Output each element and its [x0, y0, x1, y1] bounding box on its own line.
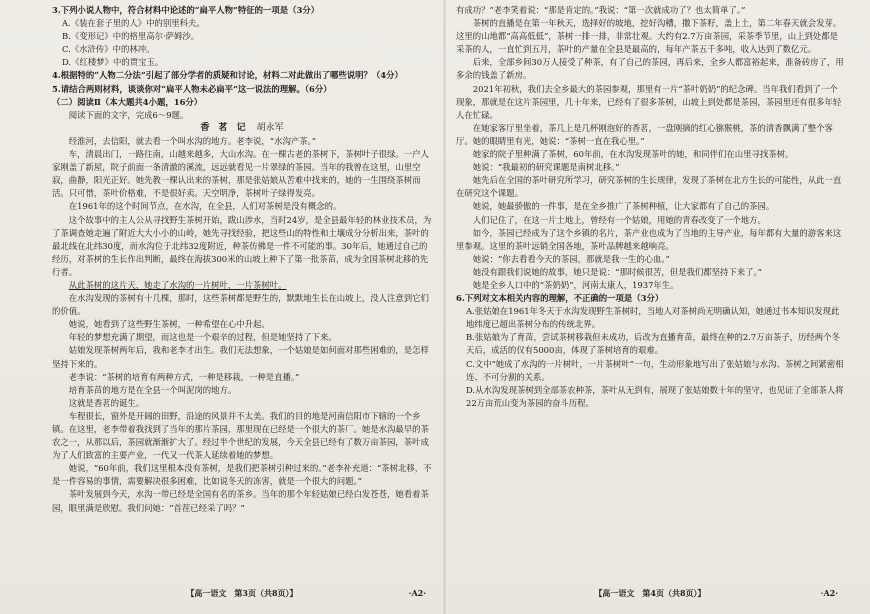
- article-paragraph: 培育茶苗的地方是在全县一个叫泥岗的地方。: [68, 384, 237, 395]
- page-4: [456, 4, 844, 600]
- article-paragraph: 在1961年的这个时间节点，在水沟，在全县，人们对茶树是没有概念的。: [68, 201, 342, 212]
- article-paragraph: 在水沟发现的茶树有十几棵，那时，这些茶树都是野生的，默默地生长在山坡上，没人注意到它们的价值。: [52, 293, 429, 317]
- page-4-paper-code: ·A2·: [820, 588, 838, 598]
- article-body-continued: [456, 4, 844, 292]
- question-6-option-c: C.文中“她成了水沟的一片树叶，一片茶树叶”一句，生动形象地写出了张姑娘与水沟、茶树之间紧密相连、不可分割的关系。: [466, 358, 844, 382]
- article-paragraph: 有成功？”老李笑着说：“那是肯定的。”我说：“第一次就成功了？也太简单了。”: [456, 5, 746, 15]
- article-author: 胡永军: [256, 122, 284, 133]
- article-paragraph: 人们记住了，在这一片土地上，曾经有一个姑娘，用她的青春改变了一个地方。: [472, 214, 766, 225]
- article-title: 香 茗 记: [200, 122, 249, 133]
- article-paragraph: 茶树的直播是在第一年秋天，选择好的坡地，挖好沟槽，撒下茶籽，盖上土，第二年春天就会发芽。这里的山地都“高高低低”，茶树一排一排，非常壮观。大约有2.7万亩茶园，采茶季节里，山上到处都是采茶的人，一直忙到五月，茶叶的产量在全县是最高的，每年产茶五千多吨，收入达到了数亿元。: [456, 18, 842, 55]
- page-3-footer-label: 【高一语文 第3页（共8页）】: [186, 588, 298, 598]
- article-paragraph: 在她家客厅里坐着，茶几上是几杯刚泡好的香茗，一盘刚摘的红心猕猴桃，茶的清香飘满了整个客厅。她的眼睛里有光，她说：“茶树一直在我心里。”: [456, 122, 833, 146]
- article-paragraph: 老李说：“茶树的培育有两种方式，一种是移栽，一种是直播。”: [68, 371, 300, 382]
- article-paragraph: 如今，茶园已经成为了这个乡镇的名片，茶产业也成为了当地的主导产业，每年都有大量的游客来这里参观。这里的茶叶远销全国各地，茶叶品牌越来越响亮。: [456, 227, 842, 251]
- question-3-stem: 3.下列小说人物中，符合材料中论述的“扁平人物”特征的一项是（3分）: [52, 5, 320, 15]
- article-paragraph: 经淮河，去信阳，就去看一个叫水沟的地方。老李说，“水沟产茶。”: [68, 135, 317, 146]
- question-3-option-c: C.《水浒传》中的林冲。: [62, 44, 155, 55]
- section-heading: （二）阅读Ⅱ（本大题共4小题，16分）: [52, 96, 203, 107]
- article-paragraph: 她家的院子里种满了茶树，60年前，在水沟发现茶叶的她，和同伴们在山里寻找茶树。: [472, 149, 794, 160]
- question-3-option-b: B.《变形记》中的格里高尔·萨姆沙。: [62, 31, 200, 42]
- page-3-paper-code: ·A2·: [408, 588, 426, 598]
- page-3: [52, 4, 432, 600]
- question-6-options: [456, 305, 844, 410]
- article-paragraph: 她说，她最骄傲的一件事，是在全乡推广了茶树种植，让大家都有了自己的茶园。: [472, 201, 775, 212]
- article-paragraph: 这个故事中的主人公从寻找野生茶树开始，跋山涉水，当时24岁，是全县最年轻的林业技术员，为了茶调查她走遍了附近大大小小的山岭，她先寻找经验，把这些山的特性和土壤成分分析出来，茶叶的最北线在北纬30度，而水沟位于北纬32度附近，种茶仿佛是一件不可能的事。30年后，她通过自己的经历，对茶树的生长作出判断，最终在海拔300米的山坡上种下了第一批茶苗，成为全国茶树北移的先行者。: [52, 214, 432, 277]
- page-3-footer: [52, 586, 432, 600]
- article-title-line: [52, 122, 432, 135]
- article-body: [52, 135, 432, 515]
- page-fold-divider: [443, 0, 446, 614]
- question-6-option-b: B.张姑娘为了育苗，尝试茶树移栽但未成功，后改为直播育苗，最终在种的2.7万亩茶子，历经两个冬天后，成活的仅有5000亩，体现了茶树培育的艰难。: [466, 332, 840, 356]
- question-6-stem: 6.下列对文本相关内容的理解，不正确的一项是（3分）: [456, 293, 664, 304]
- article-paragraph: 姑娘发现茶树两年后，我和老李才出生。我们无法想象，一个姑娘是如何面对那些困难的，是怎样坚持下来的。: [52, 345, 429, 369]
- article-paragraph: 她说：“你去看看今天的茶园，那就是我一生的心血。”: [472, 253, 670, 264]
- article-paragraph: 车程很长，窗外是开阔的田野，沿途的风景并不太美。我们的目的地是河南信阳市下辖的一个乡镇。在这里，老李带着我找到了当年的那片茶园，那里现在已经是一个很大的茶厂。她是水沟最早的茶农之一，从那以后，茶园就渐渐扩大了。经过半个世纪的发展，今天全县已经有了数万亩茶园，茶叶成为了人们致富的主要产业，一代又一代茶人延续着她的梦想。: [52, 410, 429, 461]
- article-paragraph: 她是全乡人口中的“茶奶奶”，河南太康人，1937年生。: [472, 279, 679, 290]
- article-paragraph: 她说：“我最初的研究课题是南树北移。”: [472, 162, 620, 173]
- article-paragraph: 她说，她看到了这些野生茶树，一种希望在心中升起。: [68, 319, 270, 330]
- article-paragraph: 她先后在全国的茶叶研究所学习，研究茶树的生长规律，发现了茶树在北方生长的可能性，从此一直在研究这个课题。: [456, 175, 842, 199]
- question-4: 4.根据特的“人物二分法”引起了部分学者的质疑和讨论，材料二对此做出了哪些说明？（4分）: [52, 70, 403, 81]
- underlined-sentence: 从此茶树的这片天，她走了水沟的一片树叶，一片茶树叶。: [68, 279, 287, 290]
- article-paragraph: 后来，全部乡间30万人接受了种茶，有了自己的茶园，再后来，全乡人都富裕起来，准备砖房了，用多余的钱盖了新房。: [456, 57, 844, 81]
- article-paragraph: 车，清晨出门，一路往南，山越来越多，大山水沟。在一棵古老的茶树下，茶树叶子很绿。一户人家刚盖了新屋，院子前面一条清澈的溪流，远远就看见一片翠绿的茶园。当年的我曾在这里，山里空寂，曲静，阳光正好。她先教一棵认出来的茶树，那是张姑娘从苦难中找来的，她的一生围绕茶树而活。只可惜，茶叶价格难，不是很好卖。天空明净，茶树叶子绿得发亮。: [52, 149, 429, 199]
- page-4-footer-label: 【高一语文 第4页（共8页）】: [594, 588, 706, 598]
- article-paragraph: 她说，“60年前，我们这里根本没有茶树，是我们把茶树引种过来的。”老李补充道：“茶树北移，不是一件容易的事情，需要解决很多困难，比如说冬天的冻害，就是一个很大的问题。”: [52, 463, 432, 487]
- question-5: 5.请结合两则材料，谈谈你对“扁平人物未必扁平”这一说法的理解。（6分）: [52, 83, 332, 94]
- article-paragraph-underlined: [52, 279, 432, 292]
- article-paragraph: 茶叶发展到今天，水沟一带已经是全国有名的茶乡。当年的那个年轻姑娘已经白发苍苍，她看着茶园，眼里满是欣慰。我们问她：“首茬已经采了吗？”: [52, 489, 429, 513]
- article-paragraph: 她没有跟我们说她的故事，她只是说：“那时候很苦，但是我们都坚持下来了。”: [472, 266, 762, 277]
- article-paragraph: 2021年初秋，我们去全乡最大的茶园参观，那里有一片“茶叶奶奶”的纪念碑。当年我们看到了一个现象，那就是在这片茶园里，几十年来，已经有了很多茶树，山坡上到处都是茶园，茶园里还有很多年轻人在忙碌。: [456, 83, 842, 120]
- question-3-option-a: A.《装在套子里的人》中的别里科夫。: [62, 18, 205, 29]
- reading-instruction: 阅读下面的文字，完成6～9题。: [68, 109, 189, 120]
- article-paragraph: 这就是香茗的诞生。: [68, 397, 145, 408]
- article-paragraph: 年轻的梦想充满了期望，而这也是一个艰辛的过程，但是她坚持了下来。: [68, 332, 337, 343]
- question-3-option-d: D.《红楼梦》中的贾宝玉。: [62, 57, 164, 68]
- question-6-option-d: D.从水沟发现茶树到全部茶农种茶，茶叶从无到有，展现了张姑娘数十年的坚守，也见证了全部茶人将22万亩荒山变为茶园的奋斗历程。: [466, 384, 844, 408]
- page-4-footer: [456, 586, 844, 600]
- question-6-option-a: A.张姑娘在1961年冬天于水沟发现野生茶树时，当地人对茶树尚无明确认知，她通过书本知识发现此地纬度已超出茶树分布的传统北界。: [466, 306, 840, 330]
